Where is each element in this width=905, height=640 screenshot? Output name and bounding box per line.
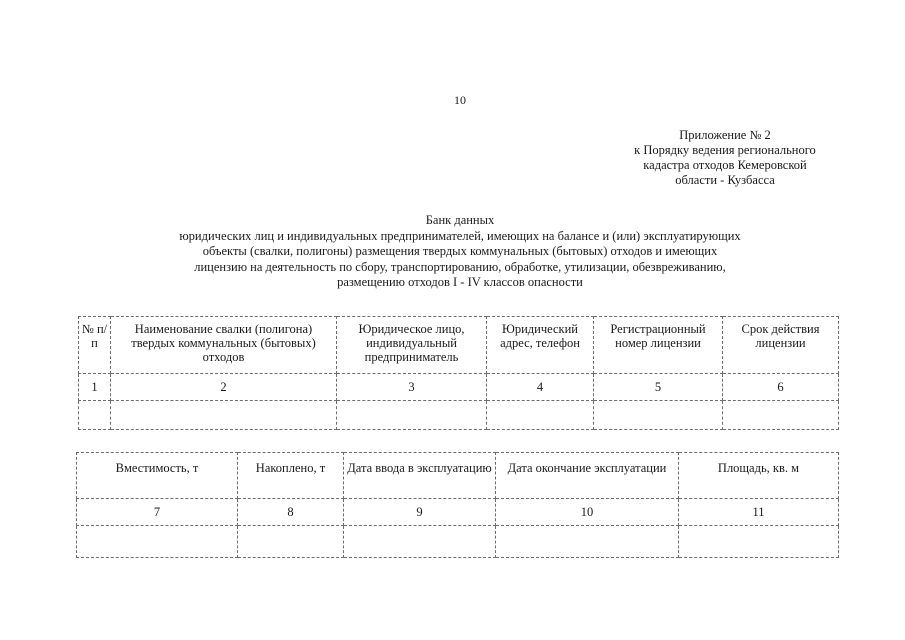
table-cell (79, 401, 111, 430)
document-title (100, 213, 820, 291)
table-cell (594, 401, 723, 430)
header-cell-area: Площадь, кв. м (679, 453, 839, 499)
table-cell (679, 526, 839, 558)
appendix-line: к Порядку ведения регионального (634, 143, 816, 157)
header-cell-accumulated: Накоплено, т (238, 453, 344, 499)
column-number: 5 (594, 374, 723, 401)
table-cell (344, 526, 496, 558)
title-line: размещению отходов I - IV классов опасности (337, 275, 583, 289)
appendix-line: Приложение № 2 (679, 128, 771, 142)
column-number-row (77, 499, 839, 526)
header-cell-legal-entity: Юридическое лицо, индивидуальный предприниматель (337, 317, 487, 374)
header-cell-address: Юридический адрес, телефон (487, 317, 594, 374)
table-header-row (79, 317, 839, 374)
column-number-row (79, 374, 839, 401)
header-cell-license-number: Регистрационный номер лицензии (594, 317, 723, 374)
column-number: 3 (337, 374, 487, 401)
table-cell (487, 401, 594, 430)
appendix-line: области - Кузбасса (675, 173, 775, 187)
title-line: Банк данных (425, 213, 495, 227)
table-row (79, 401, 839, 430)
table-cell (723, 401, 839, 430)
column-number: 2 (111, 374, 337, 401)
capacity-table (76, 452, 839, 558)
appendix-line: кадастра отходов Кемеровской (643, 158, 807, 172)
table-cell (111, 401, 337, 430)
landfill-table (78, 316, 839, 430)
column-number: 7 (77, 499, 238, 526)
table-header-row (77, 453, 839, 499)
header-cell-capacity: Вместимость, т (77, 453, 238, 499)
header-cell-index: № п/п (79, 317, 111, 374)
table-row (77, 526, 839, 558)
title-line: объекты (свалки, полигоны) размещения твердых коммунальных (бытовых) отходов и имеющих (202, 244, 718, 258)
table-cell (238, 526, 344, 558)
page-number: 10 (454, 93, 466, 107)
header-cell-license-term: Срок действия лицензии (723, 317, 839, 374)
column-number: 11 (679, 499, 839, 526)
column-number: 9 (344, 499, 496, 526)
header-cell-landfill-name: Наименование свалки (полигона) твердых коммунальных (бытовых) отходов (111, 317, 337, 374)
column-number: 10 (496, 499, 679, 526)
header-cell-commission-date: Дата ввода в эксплуатацию (344, 453, 496, 499)
title-line: юридических лиц и индивидуальных предпринимателей, имеющих на балансе и (или) эксплуатирующих (179, 228, 741, 243)
table-cell (337, 401, 487, 430)
table-cell (77, 526, 238, 558)
column-number: 6 (723, 374, 839, 401)
header-cell-end-date: Дата окончание эксплуатации (496, 453, 679, 499)
column-number: 8 (238, 499, 344, 526)
column-number: 4 (487, 374, 594, 401)
title-line: лицензию на деятельность по сбору, транспортированию, обработке, утилизации, обезвреживанию, (194, 259, 726, 274)
table-cell (496, 526, 679, 558)
column-number: 1 (79, 374, 111, 401)
appendix-note (600, 128, 850, 188)
